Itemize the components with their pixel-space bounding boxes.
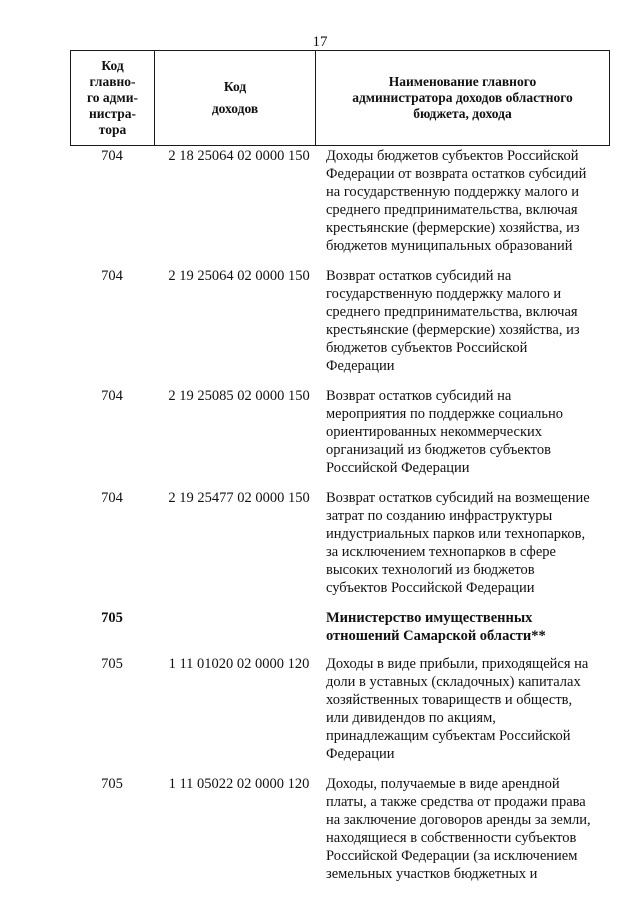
admin-code-cell: 704 [101, 268, 123, 284]
administrator-name-cell: Министерство имущественных отношений Самарской области** [326, 610, 546, 644]
name-cell: Возврат остатков субсидий на возмещение затрат по созданию инфраструктуры индустриальных парков или технопарков, за исключением технопарков в сфере высоких технологий из бюджетов субъектов Российской Федерации [326, 490, 590, 596]
admin-code-cell: 705 [101, 776, 123, 792]
table-row [70, 267, 610, 375]
name-cell: Доходы в виде прибыли, приходящейся на доли в уставных (складочных) капиталах хозяйственных товариществ и обществ, или дивидендов по акциям, принадлежащим субъектам Российской Федерации [326, 656, 589, 762]
header-admin-code: Код главно- го адми- нистра- тора [71, 51, 155, 145]
admin-code-cell: 704 [101, 388, 123, 404]
table-header [70, 50, 610, 146]
table-row [70, 147, 610, 255]
header-name: Наименование главного администратора доходов областного бюджета, дохода [352, 74, 573, 121]
admin-code-cell: 704 [101, 148, 123, 164]
name-cell: Возврат остатков субсидий на государственную поддержку малого и среднего предпринимательства, включая крестьянские (фермерские) хозяйства, из бюджетов субъектов Российской Федерации [326, 268, 580, 374]
name-cell: Возврат остатков субсидий на мероприятия по поддержке социально ориентированных некоммерческих организаций из бюджетов субъектов Российской Федерации [326, 388, 563, 476]
page-number: 17 [312, 34, 328, 50]
name-cell: Доходы бюджетов субъектов Российской Федерации от возврата остатков субсидий на государственную поддержку малого и среднего предпринимательства, включая крестьянские (фермерские) хозяйства, из бюджетов муниципальных образований [326, 148, 587, 254]
admin-code-cell: 705 [101, 610, 123, 626]
income-code-cell: 2 19 25064 02 0000 150 [168, 268, 310, 284]
income-code-cell: 2 18 25064 02 0000 150 [168, 148, 310, 164]
table-row [70, 655, 610, 763]
income-code-cell: 1 11 01020 02 0000 120 [168, 656, 310, 672]
income-code-cell: 2 19 25477 02 0000 150 [168, 490, 310, 506]
income-code-cell: 2 19 25085 02 0000 150 [168, 388, 310, 404]
admin-code-cell: 704 [101, 490, 123, 506]
table-row [70, 489, 610, 597]
admin-code-cell: 705 [101, 656, 123, 672]
name-cell: Доходы, получаемые в виде арендной платы, а также средства от продажи права на заключение договоров аренды за земли, находящиеся в собственности субъектов Российской Федерации (за исключением земельных участков бюджетных и [326, 776, 591, 882]
table-row [70, 775, 610, 883]
header-income-code: Код доходов [155, 51, 316, 145]
income-code-cell: 1 11 05022 02 0000 120 [168, 776, 310, 792]
table-body [70, 146, 610, 895]
table-row [70, 387, 610, 477]
table-row-section-heading [70, 609, 610, 645]
